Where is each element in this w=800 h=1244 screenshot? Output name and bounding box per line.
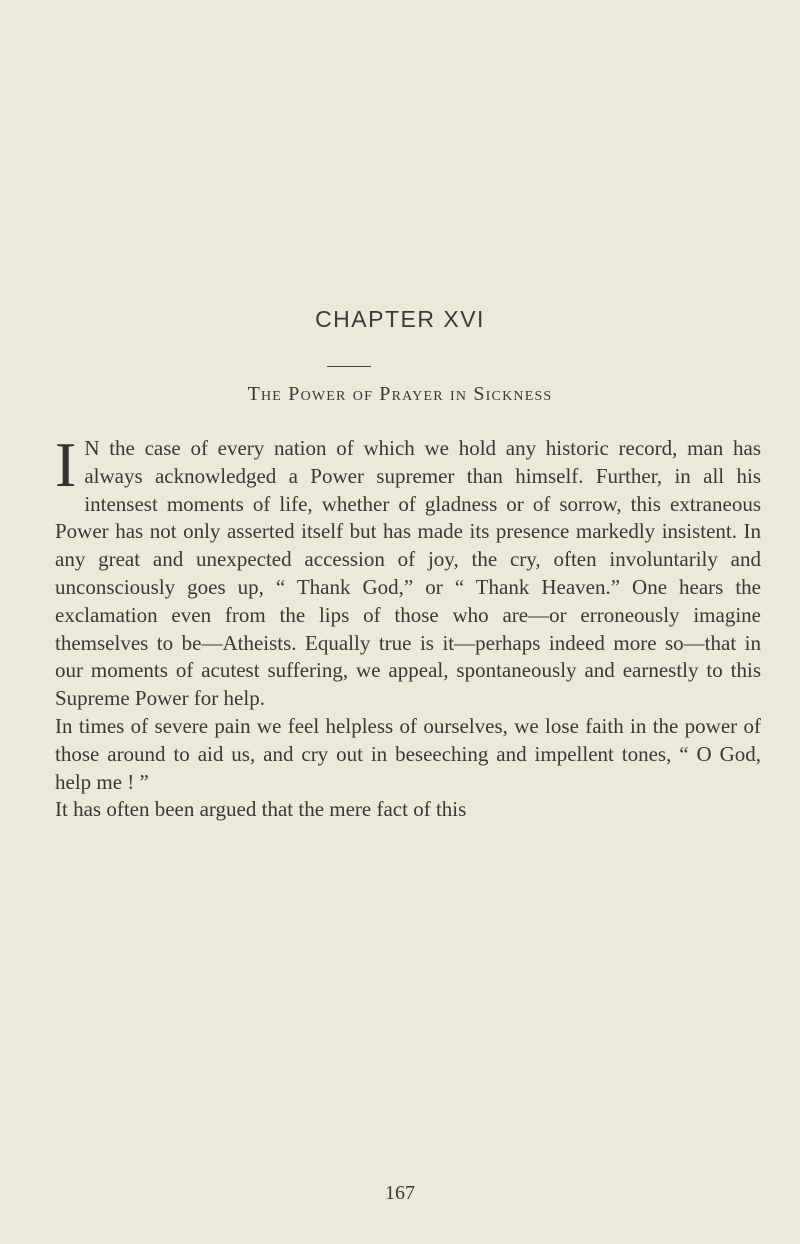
chapter-title: The Power of Prayer in Sickness bbox=[247, 383, 553, 405]
paragraph-1 bbox=[55, 429, 761, 713]
drop-cap: I bbox=[55, 429, 77, 500]
paragraph-3: It has often been argued that the mere fact of this bbox=[55, 797, 467, 822]
paragraph-2: In times of severe pain we feel helpless of ourselves, we lose faith in the power of those around to aid us, and cry out in beseeching and impellent tones, “ O God, help me ! ” bbox=[55, 713, 761, 794]
chapter-heading: CHAPTER XVI bbox=[315, 306, 485, 332]
body-text bbox=[55, 429, 761, 824]
first-word-rest: N bbox=[84, 436, 100, 460]
heading-rule bbox=[327, 366, 371, 367]
page-number: 167 bbox=[385, 1182, 415, 1204]
paragraph-1-text: the case of every nation of which we hold any historic record, man has always acknowledged a Power supremer than himself. Further, in all his intensest moments of life, whether of gladness or of sorrow, this extraneous Power has not only asserted itself but has made its presence markedly insistent. In any great and unexpected accession of joy, the cry, often involuntarily and unconsciously goes up, “ Thank God,” or “ Thank Heaven.” One hears the exclamation even from the lips of those who are—or erroneously imagine themselves to be—Atheists. Equally true is it—perhaps indeed more so—that in our moments of acutest suffering, we appeal, spontaneously and earnestly to this Supreme Power for help. bbox=[55, 436, 761, 711]
